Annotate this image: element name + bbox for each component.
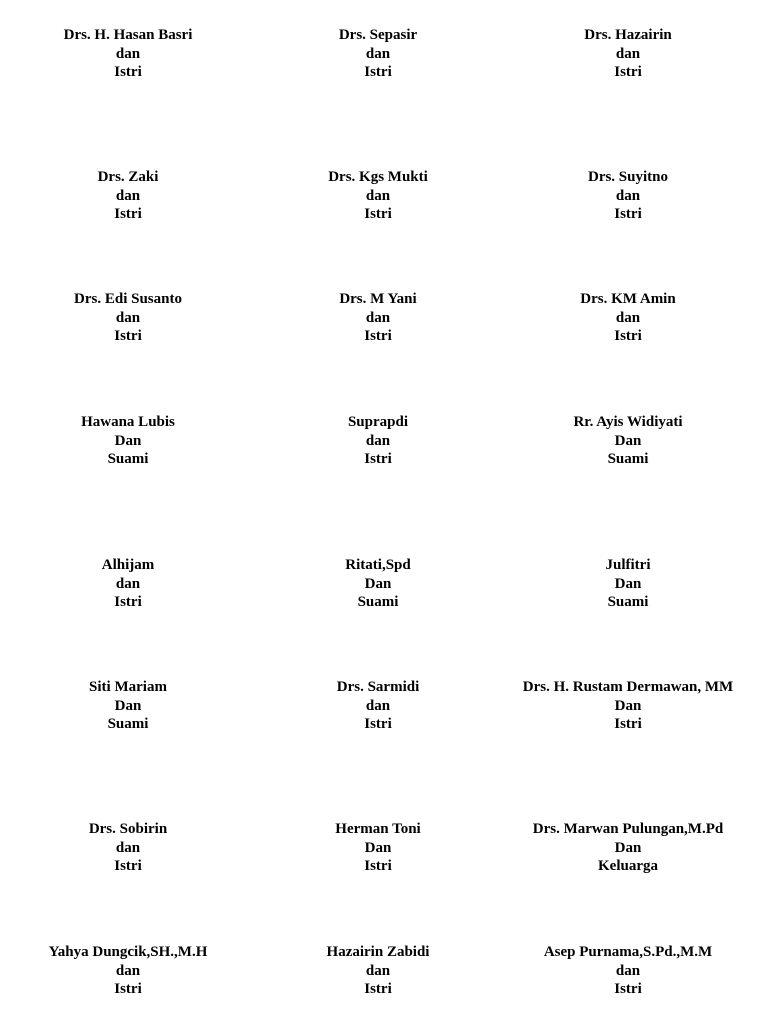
label-name: Drs. Sarmidi — [336, 679, 420, 695]
label-name: Drs. Kgs Mukti — [328, 169, 428, 185]
label-partner: Istri — [114, 858, 142, 875]
label-name: Julfitri — [605, 557, 651, 573]
label-partner: Istri — [364, 64, 392, 81]
label-conjunction: dan — [365, 697, 391, 714]
label-partner: Keluarga — [598, 858, 658, 875]
label-partner: Istri — [114, 64, 142, 81]
label-conjunction: Dan — [114, 697, 142, 714]
label-partner: Istri — [364, 451, 392, 468]
label-conjunction: dan — [115, 309, 141, 326]
label-partner: Istri — [114, 328, 142, 345]
label-name: Drs. Zaki — [97, 169, 159, 185]
label-conjunction: dan — [615, 187, 641, 204]
address-label — [250, 678, 506, 734]
label-name: Drs. M Yani — [339, 291, 417, 307]
address-label — [0, 413, 256, 469]
label-conjunction: dan — [615, 309, 641, 326]
label-partner: Istri — [364, 328, 392, 345]
address-label — [0, 943, 256, 999]
label-name: Ritati,Spd — [345, 557, 411, 573]
label-partner: Suami — [607, 594, 649, 611]
label-name: Herman Toni — [335, 821, 421, 837]
address-label — [500, 820, 756, 876]
label-name: Alhijam — [101, 557, 155, 573]
label-partner: Istri — [364, 858, 392, 875]
label-partner: Istri — [614, 981, 642, 998]
label-name: Drs. Sepasir — [338, 27, 418, 43]
label-name: Drs. Hazairin — [584, 27, 672, 43]
label-name: Hazairin Zabidi — [326, 944, 430, 960]
label-conjunction: Dan — [614, 697, 642, 714]
address-label — [0, 26, 256, 82]
address-label — [500, 168, 756, 224]
label-conjunction: Dan — [364, 575, 392, 592]
address-label — [0, 556, 256, 612]
label-name: Drs. KM Amin — [580, 291, 676, 307]
address-label — [0, 678, 256, 734]
label-partner: Istri — [614, 716, 642, 733]
label-conjunction: dan — [115, 962, 141, 979]
address-label — [500, 556, 756, 612]
address-label — [250, 943, 506, 999]
label-name: Drs. H. Rustam Dermawan, MM — [522, 679, 734, 695]
label-partner: Istri — [614, 328, 642, 345]
label-conjunction: dan — [365, 432, 391, 449]
label-name: Asep Purnama,S.Pd.,M.M — [543, 944, 713, 960]
label-conjunction: Dan — [114, 432, 142, 449]
label-name: Drs. Suyitno — [587, 169, 669, 185]
label-partner: Suami — [357, 594, 399, 611]
label-partner: Istri — [114, 206, 142, 223]
address-label — [250, 290, 506, 346]
label-conjunction: Dan — [614, 432, 642, 449]
label-conjunction: dan — [615, 962, 641, 979]
label-partner: Istri — [614, 206, 642, 223]
label-conjunction: dan — [115, 839, 141, 856]
label-partner: Istri — [364, 981, 392, 998]
label-name: Rr. Ayis Widiyati — [573, 414, 683, 430]
label-conjunction: dan — [115, 45, 141, 62]
label-name: Drs. Marwan Pulungan,M.Pd — [532, 821, 724, 837]
label-partner: Istri — [114, 594, 142, 611]
label-partner: Istri — [114, 981, 142, 998]
address-label — [500, 943, 756, 999]
address-label — [250, 26, 506, 82]
address-label — [250, 820, 506, 876]
address-label — [0, 290, 256, 346]
address-label — [500, 678, 756, 734]
label-partner: Istri — [364, 206, 392, 223]
label-name: Drs. Edi Susanto — [74, 291, 182, 307]
label-conjunction: dan — [115, 575, 141, 592]
label-conjunction: dan — [115, 187, 141, 204]
label-name: Drs. Sobirin — [88, 821, 168, 837]
address-label — [0, 168, 256, 224]
label-name: Siti Mariam — [89, 679, 167, 695]
address-label — [500, 26, 756, 82]
address-label — [250, 556, 506, 612]
label-name: Yahya Dungcik,SH.,M.H — [48, 944, 208, 960]
label-conjunction: Dan — [364, 839, 392, 856]
label-partner: Suami — [607, 451, 649, 468]
label-conjunction: dan — [365, 187, 391, 204]
address-label — [250, 168, 506, 224]
label-partner: Istri — [614, 64, 642, 81]
label-partner: Suami — [107, 451, 149, 468]
label-name: Suprapdi — [347, 414, 409, 430]
label-name: Drs. H. Hasan Basri — [63, 27, 193, 43]
label-conjunction: dan — [365, 309, 391, 326]
label-conjunction: Dan — [614, 839, 642, 856]
address-label — [500, 413, 756, 469]
address-label — [500, 290, 756, 346]
label-conjunction: dan — [615, 45, 641, 62]
address-label — [250, 413, 506, 469]
address-label — [0, 820, 256, 876]
label-conjunction: dan — [365, 962, 391, 979]
label-conjunction: Dan — [614, 575, 642, 592]
label-partner: Istri — [364, 716, 392, 733]
label-partner: Suami — [107, 716, 149, 733]
label-name: Hawana Lubis — [81, 414, 175, 430]
label-conjunction: dan — [365, 45, 391, 62]
